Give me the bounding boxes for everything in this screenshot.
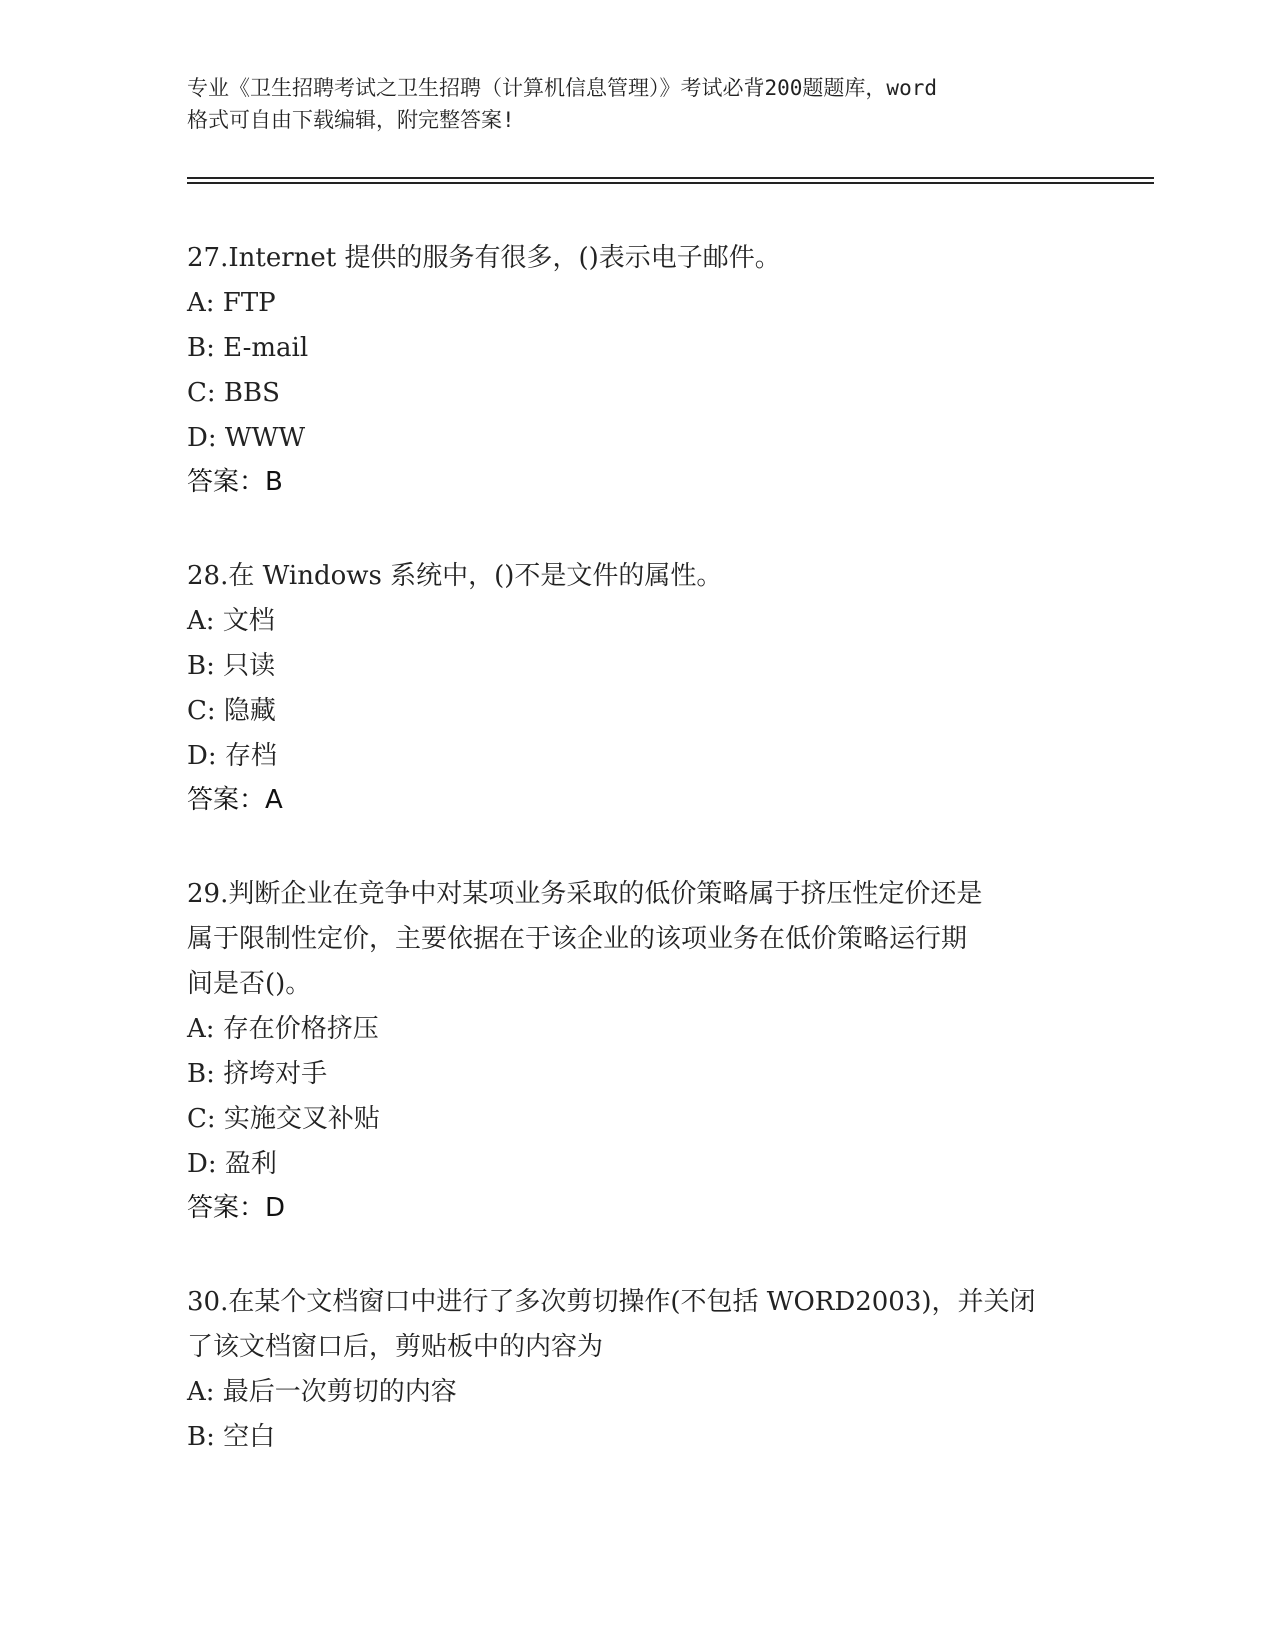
- question-stem-line-3: 间是否()。: [187, 969, 312, 999]
- question-stem: 27.Internet 提供的服务有很多，()表示电子邮件。: [187, 243, 781, 273]
- option-a: A: 文档: [187, 606, 275, 636]
- option-a: A: FTP: [187, 288, 276, 318]
- option-b: B: 挤垮对手: [187, 1059, 328, 1089]
- option-b: B: E-mail: [187, 333, 309, 363]
- question-29: [187, 872, 1087, 1231]
- option-d: D: WWW: [187, 423, 306, 453]
- question-stem-line-1: 29.判断企业在竞争中对某项业务采取的低价策略属于挤压性定价还是: [187, 879, 983, 909]
- option-d: D: 存档: [187, 741, 277, 771]
- option-b: B: 只读: [187, 651, 276, 681]
- option-d: D: 盈利: [187, 1149, 277, 1179]
- answer-line: 答案：D: [187, 1193, 286, 1223]
- question-stem-line-2: 属于限制性定价，主要依据在于该企业的该项业务在低价策略运行期: [187, 924, 968, 954]
- question-stem: 28.在 Windows 系统中，()不是文件的属性。: [187, 561, 723, 591]
- question-27: [187, 236, 1087, 505]
- option-c: C: 隐藏: [187, 696, 276, 726]
- option-b: B: 空白: [187, 1422, 276, 1452]
- header-line-1: 专业《卫生招聘考试之卫生招聘（计算机信息管理）》考试必背200题题库，word: [187, 76, 937, 100]
- question-stem-line-2: 了该文档窗口后，剪贴板中的内容为: [187, 1332, 604, 1362]
- question-28: [187, 554, 1087, 823]
- question-30: [187, 1280, 1087, 1460]
- option-c: C: 实施交叉补贴: [187, 1104, 380, 1134]
- document-header: [187, 72, 1087, 136]
- option-a: A: 存在价格挤压: [187, 1014, 379, 1044]
- header-divider-top: [187, 177, 1154, 179]
- option-a: A: 最后一次剪切的内容: [187, 1377, 457, 1407]
- option-c: C: BBS: [187, 378, 280, 408]
- answer-line: 答案：B: [187, 467, 283, 497]
- question-stem-line-1: 30.在某个文档窗口中进行了多次剪切操作(不包括 WORD2003)，并关闭: [187, 1287, 1036, 1317]
- header-divider-bottom: [187, 182, 1154, 184]
- header-line-2: 格式可自由下载编辑，附完整答案!: [187, 108, 515, 132]
- answer-line: 答案：A: [187, 785, 283, 815]
